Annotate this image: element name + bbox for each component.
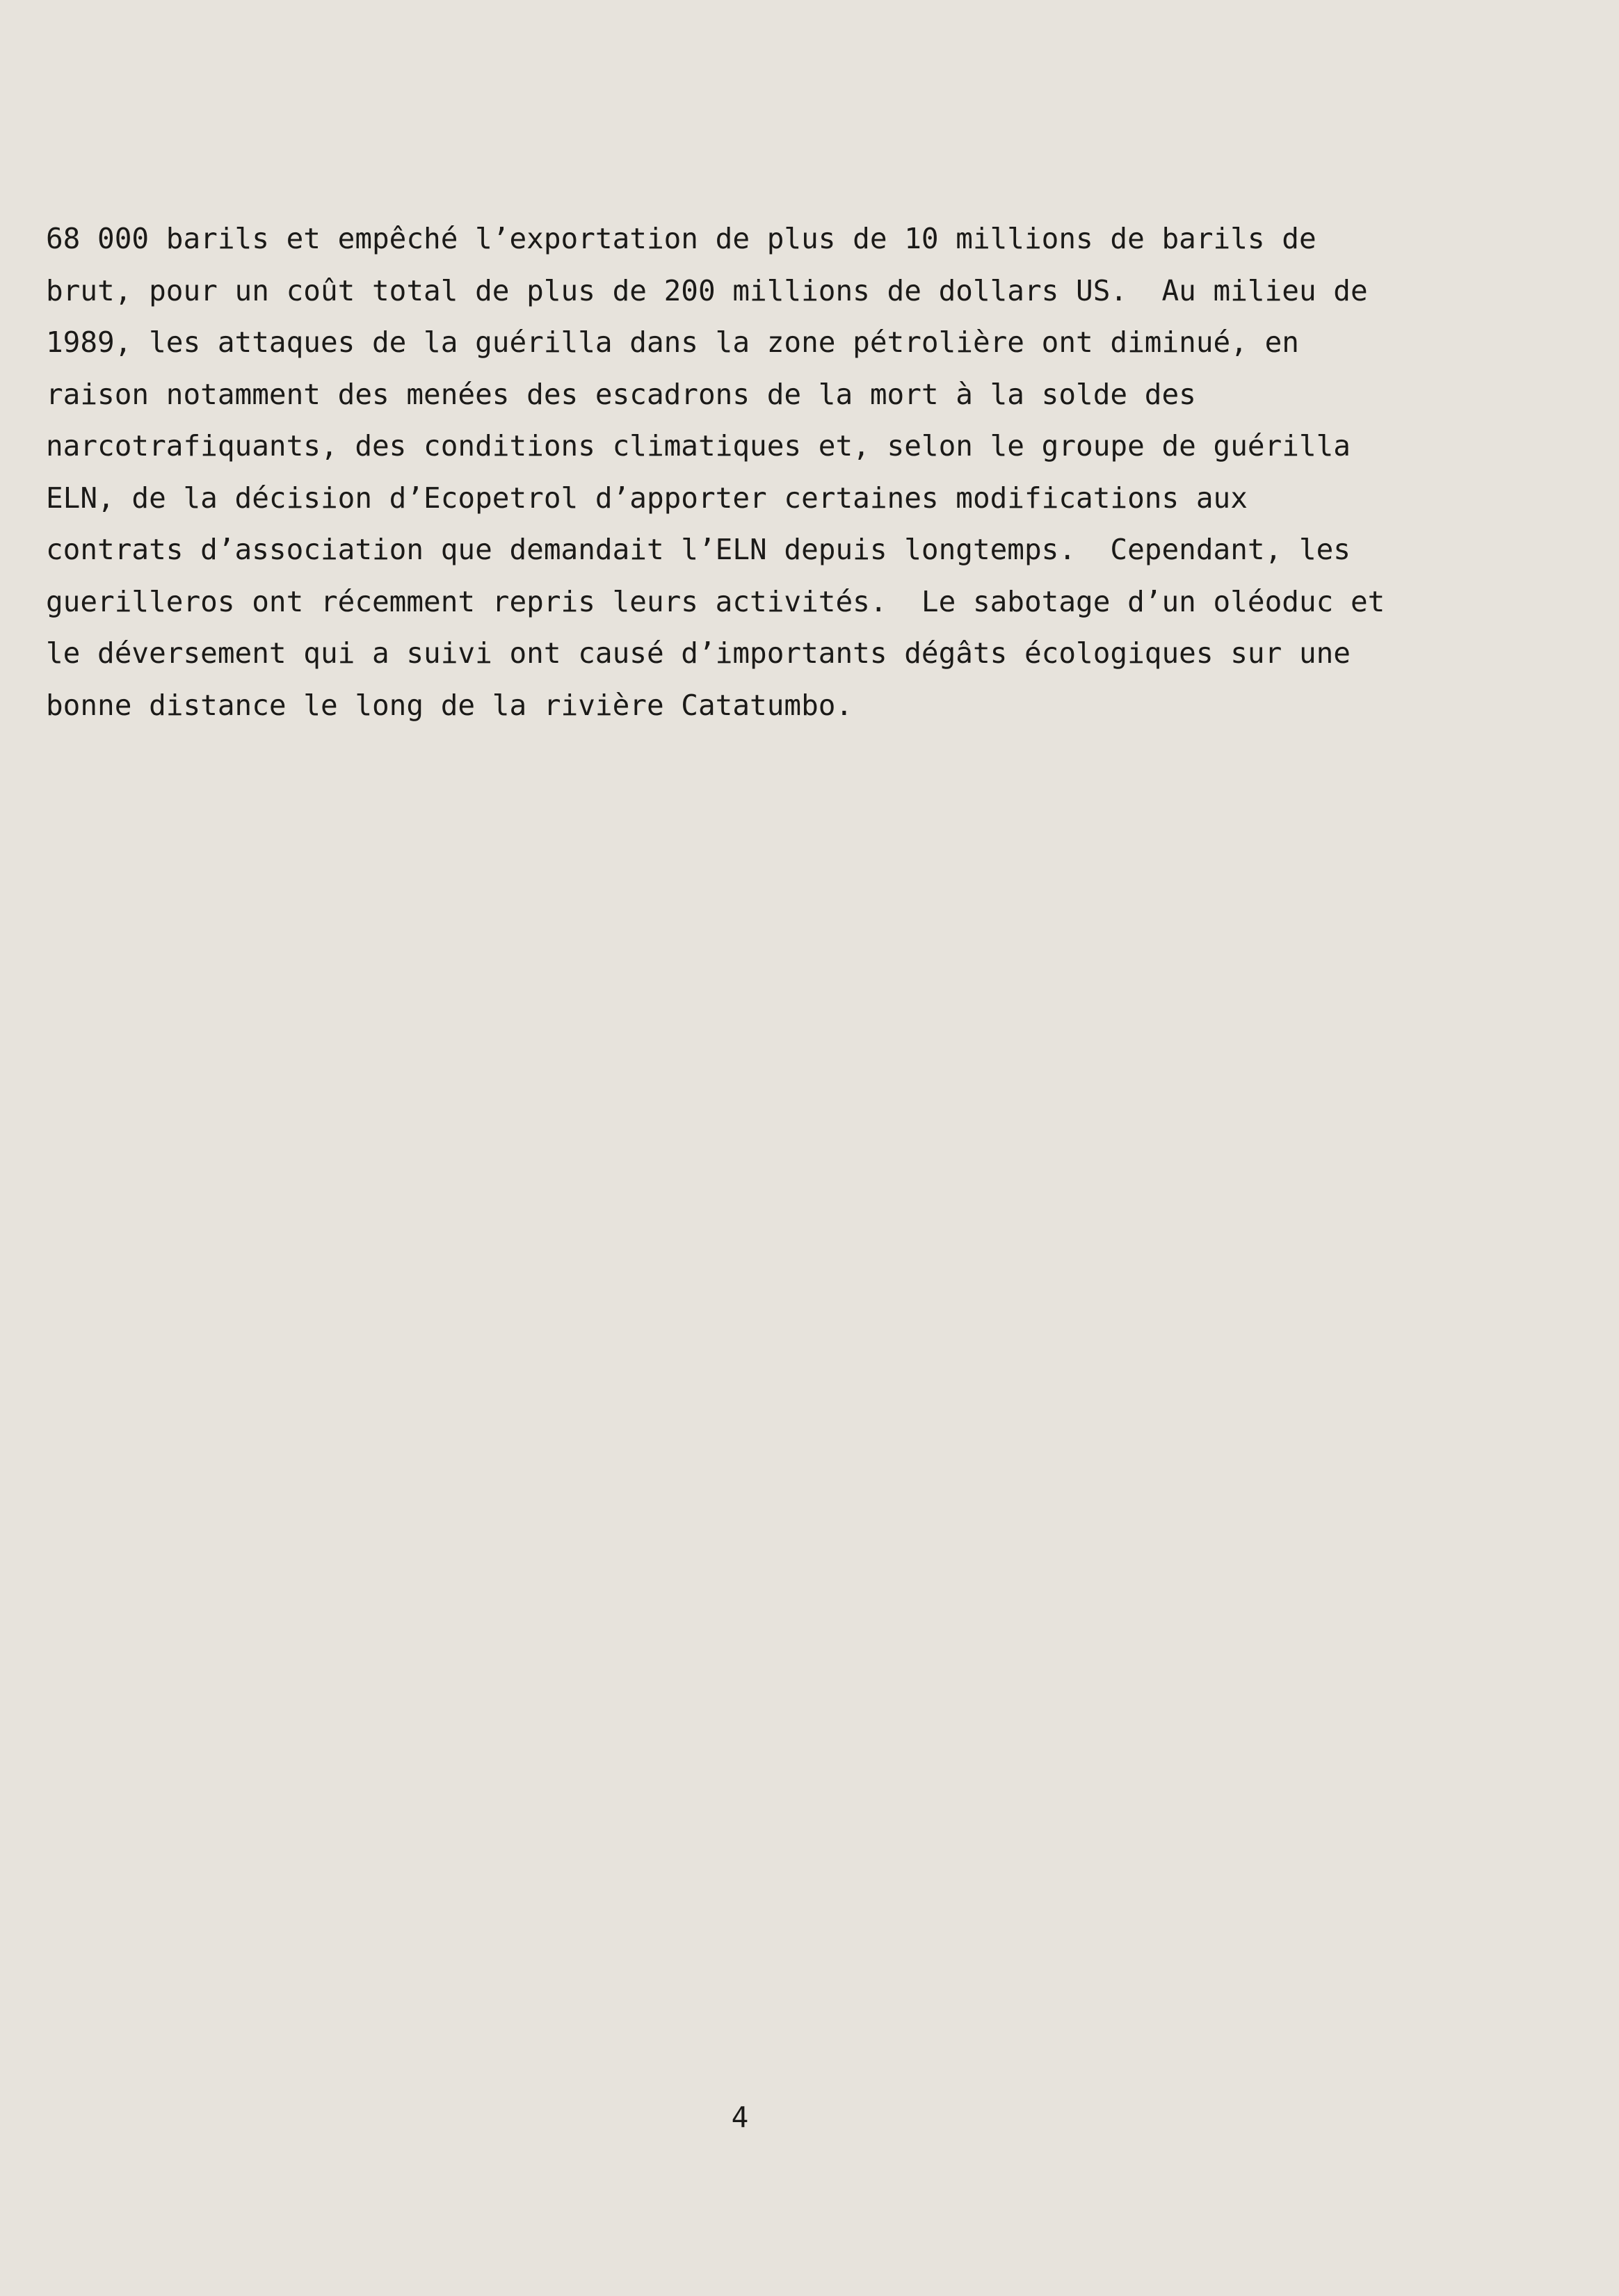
page-number: 4 xyxy=(731,2101,749,2134)
text-line: le déversement qui a suivi ont causé d’importants dégâts écologiques sur une xyxy=(46,636,1351,670)
text-line: 68 000 barils et empêché l’exportation de plus de 10 millions de barils de xyxy=(46,222,1316,255)
text-line: ELN, de la décision d’Ecopetrol d’apporter certaines modifications aux xyxy=(46,481,1248,515)
text-line: 1989, les attaques de la guérilla dans la zone pétrolière ont diminué, en xyxy=(46,326,1299,359)
text-line: raison notamment des menées des escadrons de la mort à la solde des xyxy=(46,377,1196,411)
body-paragraph xyxy=(46,213,1437,731)
text-line: contrats d’association que demandait l’ELN depuis longtemps. Cependant, les xyxy=(46,533,1351,566)
text-line: bonne distance le long de la rivière Catatumbo. xyxy=(46,688,853,722)
text-line: guerilleros ont récemment repris leurs activités. Le sabotage d’un oléoduc et xyxy=(46,584,1385,618)
text-line: narcotrafiquants, des conditions climatiques et, selon le groupe de guérilla xyxy=(46,429,1351,463)
text-line: brut, pour un coût total de plus de 200 millions de dollars US. Au milieu de xyxy=(46,273,1368,307)
